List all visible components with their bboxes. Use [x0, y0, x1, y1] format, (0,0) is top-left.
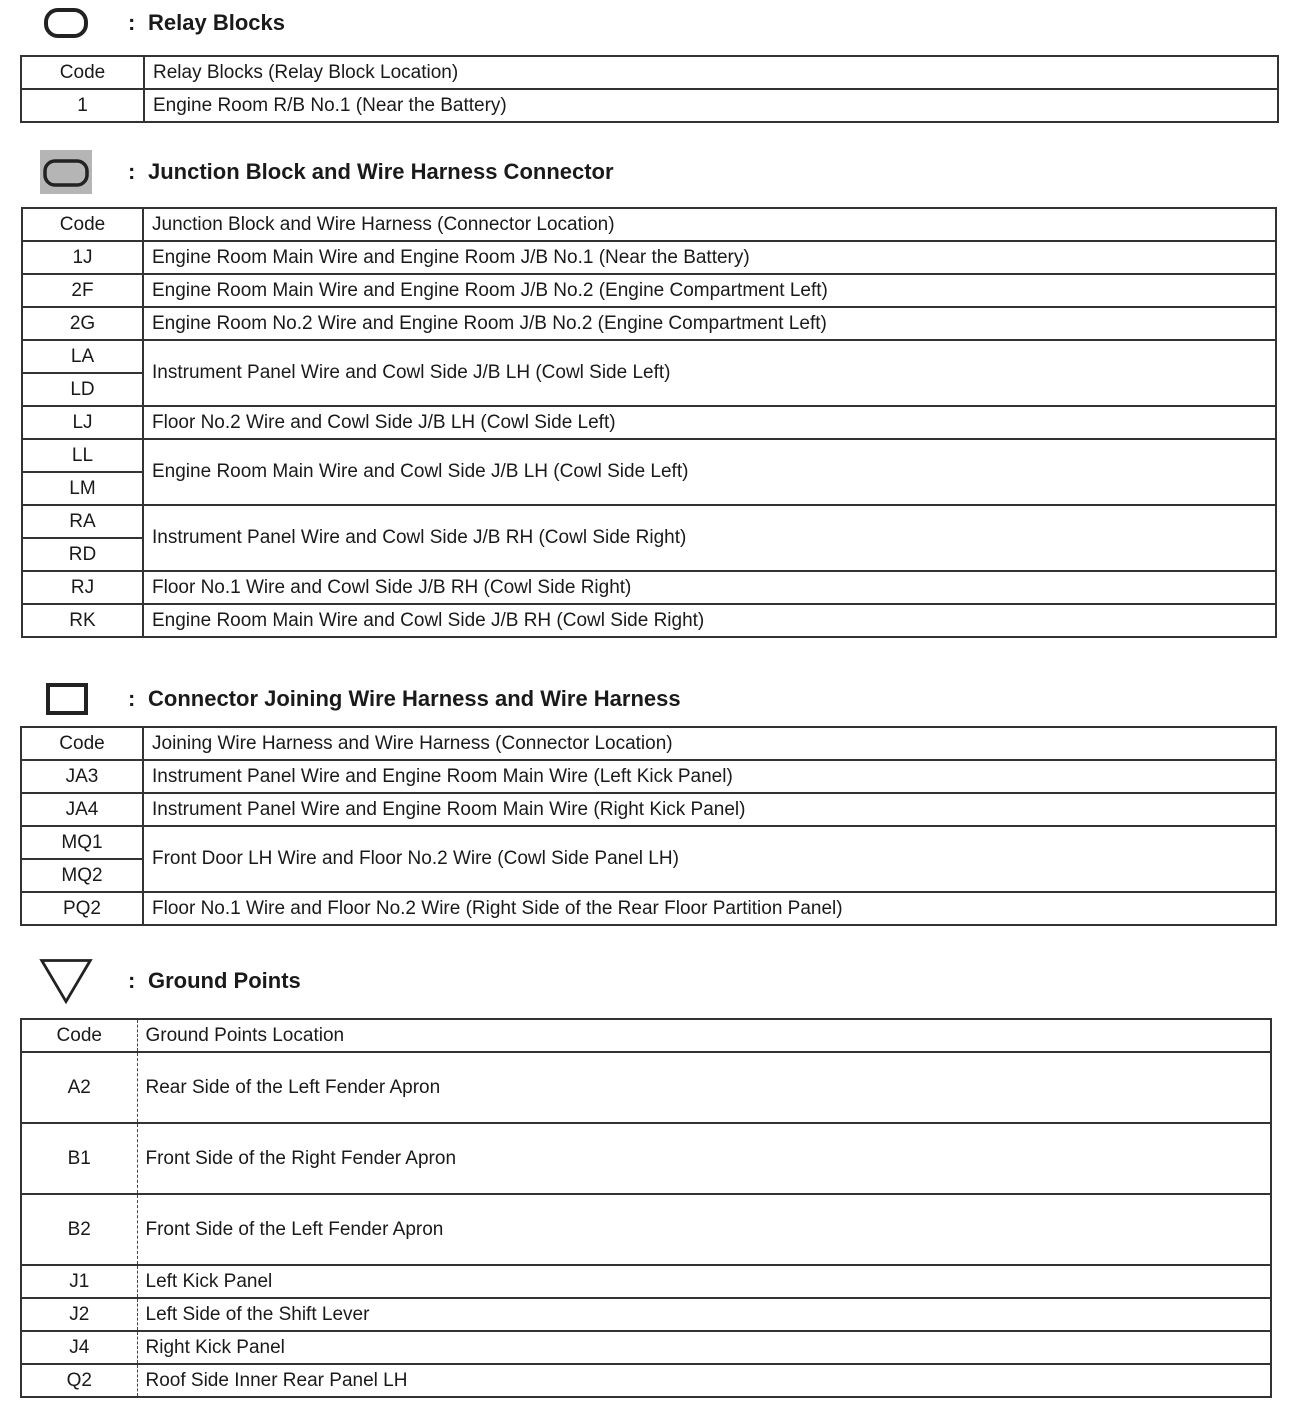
table-header-row	[21, 56, 1278, 89]
table-row	[21, 1052, 1271, 1123]
code-cell: LM	[22, 472, 143, 505]
connector-joining-table	[20, 726, 1277, 926]
junction-block-icon	[38, 154, 94, 190]
location-cell: Front Side of the Left Fender Apron	[137, 1194, 1271, 1265]
location-cell: Instrument Panel Wire and Engine Room Main Wire (Left Kick Panel)	[143, 760, 1276, 793]
table-header-row	[22, 208, 1276, 241]
location-header: Relay Blocks (Relay Block Location)	[144, 56, 1278, 89]
location-cell: Floor No.1 Wire and Floor No.2 Wire (Right Side of the Rear Floor Partition Panel)	[143, 892, 1276, 925]
code-cell: LL	[22, 439, 143, 472]
code-cell: 2G	[22, 307, 143, 340]
table-header-row	[21, 1019, 1271, 1052]
table-row	[21, 793, 1276, 826]
code-cell: 1J	[22, 241, 143, 274]
code-cell: Q2	[21, 1364, 137, 1397]
code-cell: B1	[21, 1123, 137, 1194]
section-title: Relay Blocks	[148, 10, 285, 35]
location-cell: Engine Room No.2 Wire and Engine Room J/B No.2 (Engine Compartment Left)	[143, 307, 1276, 340]
table-row	[22, 241, 1276, 274]
code-cell: 1	[21, 89, 144, 122]
location-cell: Floor No.2 Wire and Cowl Side J/B LH (Cowl Side Left)	[143, 406, 1276, 439]
table-row	[21, 89, 1278, 122]
location-cell: Engine Room Main Wire and Cowl Side J/B RH (Cowl Side Right)	[143, 604, 1276, 637]
location-cell: Left Kick Panel	[137, 1265, 1271, 1298]
table-row	[21, 826, 1276, 859]
code-cell: J1	[21, 1265, 137, 1298]
table-row	[21, 1265, 1271, 1298]
connector-icon	[38, 681, 94, 717]
code-cell: JA3	[21, 760, 143, 793]
colon: :	[128, 968, 136, 993]
location-cell: Instrument Panel Wire and Cowl Side J/B LH (Cowl Side Left)	[143, 340, 1276, 406]
code-header: Code	[21, 727, 143, 760]
table-row	[21, 1298, 1271, 1331]
code-cell: LD	[22, 373, 143, 406]
location-cell: Rear Side of the Left Fender Apron	[137, 1052, 1271, 1123]
code-header: Code	[21, 56, 144, 89]
location-cell: Front Side of the Right Fender Apron	[137, 1123, 1271, 1194]
table-row	[21, 1331, 1271, 1364]
section-header-relay-blocks	[38, 5, 285, 41]
location-cell: Engine Room Main Wire and Engine Room J/B No.1 (Near the Battery)	[143, 241, 1276, 274]
table-row	[22, 439, 1276, 472]
relay-blocks-table	[20, 55, 1279, 123]
location-cell: Engine Room Main Wire and Engine Room J/B No.2 (Engine Compartment Left)	[143, 274, 1276, 307]
table-row	[21, 1123, 1271, 1194]
code-cell: 2F	[22, 274, 143, 307]
section-title: Ground Points	[148, 968, 301, 993]
location-cell: Floor No.1 Wire and Cowl Side J/B RH (Cowl Side Right)	[143, 571, 1276, 604]
code-cell: RK	[22, 604, 143, 637]
location-header: Joining Wire Harness and Wire Harness (Connector Location)	[143, 727, 1276, 760]
location-cell: Instrument Panel Wire and Cowl Side J/B RH (Cowl Side Right)	[143, 505, 1276, 571]
colon: :	[128, 10, 136, 35]
relay-block-icon	[38, 5, 94, 41]
location-cell: Front Door LH Wire and Floor No.2 Wire (Cowl Side Panel LH)	[143, 826, 1276, 892]
section-header-junction-block	[38, 154, 614, 190]
code-cell: RA	[22, 505, 143, 538]
location-cell: Roof Side Inner Rear Panel LH	[137, 1364, 1271, 1397]
code-cell: J2	[21, 1298, 137, 1331]
code-cell: LA	[22, 340, 143, 373]
code-cell: MQ2	[21, 859, 143, 892]
location-header: Ground Points Location	[137, 1019, 1271, 1052]
code-cell: MQ1	[21, 826, 143, 859]
code-cell: RD	[22, 538, 143, 571]
location-cell: Left Side of the Shift Lever	[137, 1298, 1271, 1331]
table-row	[22, 505, 1276, 538]
junction-block-table	[21, 207, 1277, 638]
location-cell: Instrument Panel Wire and Engine Room Main Wire (Right Kick Panel)	[143, 793, 1276, 826]
location-cell: Engine Room Main Wire and Cowl Side J/B LH (Cowl Side Left)	[143, 439, 1276, 505]
ground-point-icon	[38, 963, 94, 999]
table-row	[21, 1364, 1271, 1397]
table-row	[22, 571, 1276, 604]
code-header: Code	[22, 208, 143, 241]
code-cell: PQ2	[21, 892, 143, 925]
code-cell: RJ	[22, 571, 143, 604]
code-cell: A2	[21, 1052, 137, 1123]
table-header-row	[21, 727, 1276, 760]
table-row	[22, 340, 1276, 373]
section-title: Junction Block and Wire Harness Connector	[148, 159, 614, 184]
table-row	[22, 604, 1276, 637]
code-cell: LJ	[22, 406, 143, 439]
table-row	[21, 892, 1276, 925]
code-cell: J4	[21, 1331, 137, 1364]
section-header-ground-points	[38, 963, 301, 999]
table-row	[21, 760, 1276, 793]
colon: :	[128, 159, 136, 184]
table-row	[22, 274, 1276, 307]
code-header: Code	[21, 1019, 137, 1052]
code-cell: JA4	[21, 793, 143, 826]
section-header-connector-joining	[38, 681, 681, 717]
code-cell: B2	[21, 1194, 137, 1265]
ground-points-table	[20, 1018, 1272, 1398]
colon: :	[128, 686, 136, 711]
location-header: Junction Block and Wire Harness (Connector Location)	[143, 208, 1276, 241]
location-cell: Engine Room R/B No.1 (Near the Battery)	[144, 89, 1278, 122]
table-row	[21, 1194, 1271, 1265]
table-row	[22, 307, 1276, 340]
location-cell: Right Kick Panel	[137, 1331, 1271, 1364]
section-title: Connector Joining Wire Harness and Wire Harness	[148, 686, 681, 711]
table-row	[22, 406, 1276, 439]
